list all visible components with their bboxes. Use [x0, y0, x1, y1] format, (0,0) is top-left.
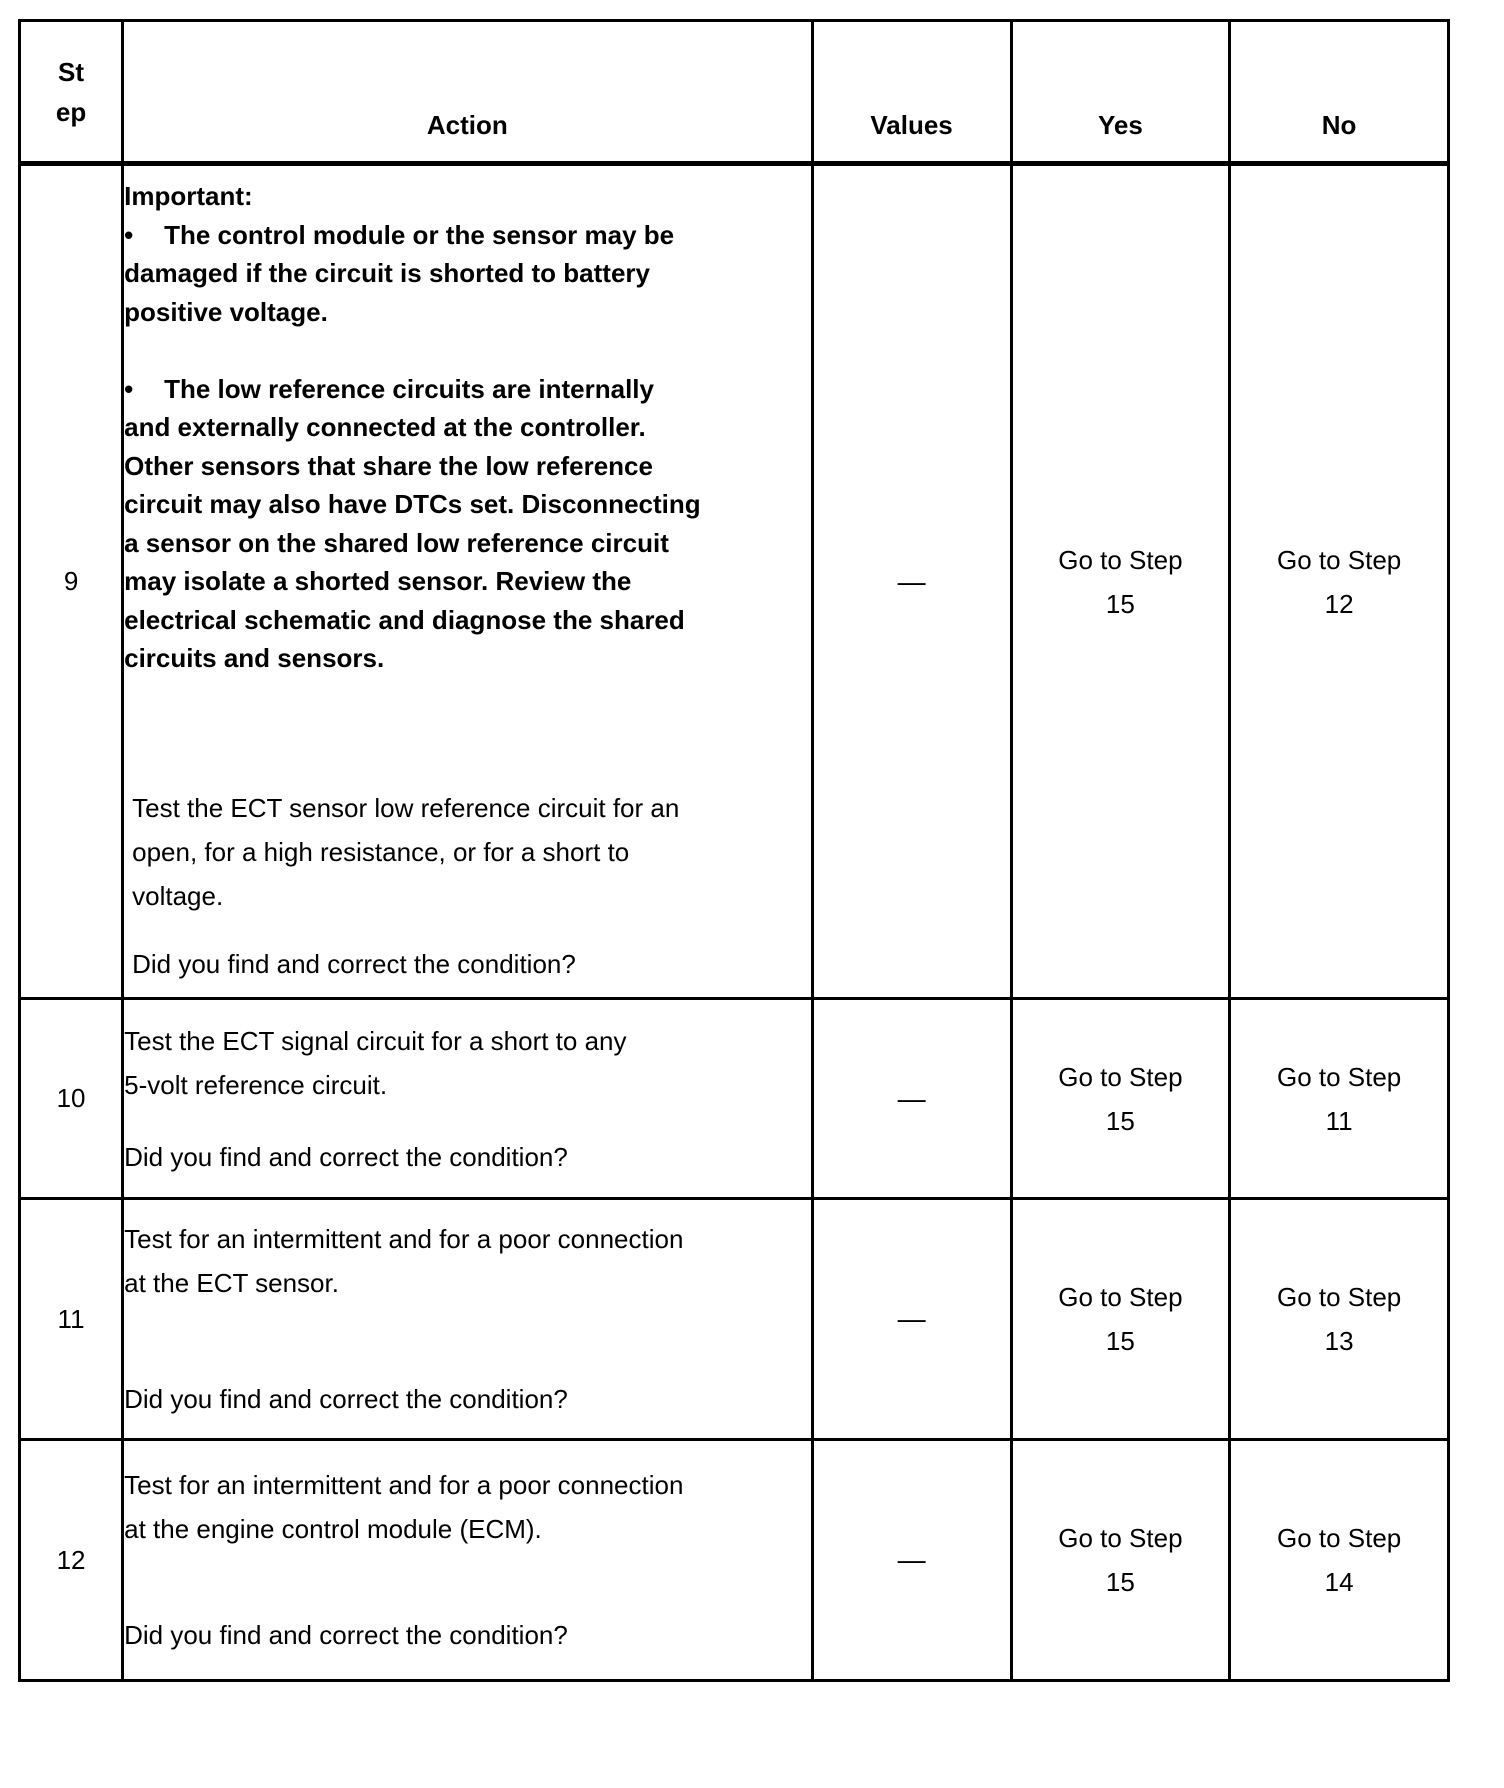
yes-link-step: 15	[1105, 1105, 1135, 1136]
header-values: Values	[812, 21, 1011, 164]
table-row-step-11	[20, 1199, 1449, 1440]
action-text: Test the ECT signal circuit for a short to any 5-volt reference circuit.	[124, 1025, 627, 1100]
bullet-icon: •	[124, 373, 134, 404]
no-link-step: 12	[1324, 588, 1354, 619]
action-cell	[123, 1440, 813, 1681]
no-link-label: Go to Step	[1276, 544, 1402, 575]
value-cell: —	[812, 999, 1011, 1199]
header-no: No	[1230, 21, 1449, 164]
yes-cell	[1011, 999, 1230, 1199]
question-text: Did you find and correct the condition?	[124, 1620, 568, 1650]
value-cell: —	[812, 164, 1011, 999]
header-row	[20, 21, 1449, 164]
important-note	[124, 177, 811, 678]
important-item-1: • The control module or the sensor may be damaged if the circuit is shorted to battery positive voltage.	[124, 216, 811, 332]
yes-link-step: 15	[1105, 1326, 1135, 1356]
no-link-label: Go to Step	[1276, 1523, 1402, 1553]
table-row-step-9	[20, 164, 1449, 999]
header-step-line1: St	[58, 56, 85, 87]
value-cell: —	[812, 1199, 1011, 1440]
header-step-line2: ep	[55, 96, 87, 127]
yes-cell	[1011, 1199, 1230, 1440]
action-text: Test for an intermittent and for a poor connection at the engine control module (ECM).	[124, 1470, 684, 1544]
question-text: Did you find and correct the condition?	[124, 1384, 568, 1414]
yes-link-step: 15	[1105, 1567, 1135, 1597]
no-link-label: Go to Step	[1276, 1282, 1402, 1312]
action-text: Test for an intermittent and for a poor connection at the ECT sensor.	[124, 1224, 684, 1298]
table-row-step-10	[20, 999, 1449, 1199]
no-link-label: Go to Step	[1276, 1061, 1402, 1092]
step-number: 12	[20, 1440, 123, 1681]
action-cell	[123, 1199, 813, 1440]
value-cell: —	[812, 1440, 1011, 1681]
no-cell	[1230, 1199, 1449, 1440]
yes-link-step: 15	[1105, 588, 1135, 619]
no-cell	[1230, 164, 1449, 999]
yes-link-label: Go to Step	[1058, 1282, 1183, 1312]
question-text: Did you find and correct the condition?	[132, 948, 576, 979]
bullet-icon: •	[124, 219, 134, 250]
step-number: 10	[20, 999, 123, 1199]
header-yes: Yes	[1011, 21, 1230, 164]
yes-cell	[1011, 1440, 1230, 1681]
yes-link-label: Go to Step	[1058, 544, 1183, 575]
diagnostic-table	[18, 19, 1450, 1682]
no-cell	[1230, 999, 1449, 1199]
action-cell	[123, 164, 813, 999]
yes-cell	[1011, 164, 1230, 999]
important-label: Important:	[124, 181, 253, 212]
no-link-step: 13	[1324, 1326, 1354, 1356]
action-cell	[123, 999, 813, 1199]
no-link-step: 14	[1324, 1567, 1354, 1597]
important-item-2: • The low reference circuits are internally and externally connected at the controller. Other sensors that share the low reference circuit may also have DTCs set. Disconnecting a sensor on the shared low reference circuit may isolate a shorted sensor. Review the electrical schematic and diagnose the shared circuits and sensors.	[124, 370, 811, 678]
step-number: 11	[20, 1199, 123, 1440]
question-text: Did you find and correct the condition?	[124, 1141, 568, 1172]
action-text: Test the ECT sensor low reference circuit for an open, for a high resistance, or for a short to voltage.	[132, 792, 680, 911]
yes-link-label: Go to Step	[1058, 1523, 1183, 1553]
no-link-step: 11	[1325, 1105, 1353, 1136]
yes-link-label: Go to Step	[1058, 1061, 1183, 1092]
header-action: Action	[123, 21, 813, 164]
step-number: 9	[20, 164, 123, 999]
no-cell	[1230, 1440, 1449, 1681]
table-row-step-12	[20, 1440, 1449, 1681]
header-step	[20, 21, 123, 164]
